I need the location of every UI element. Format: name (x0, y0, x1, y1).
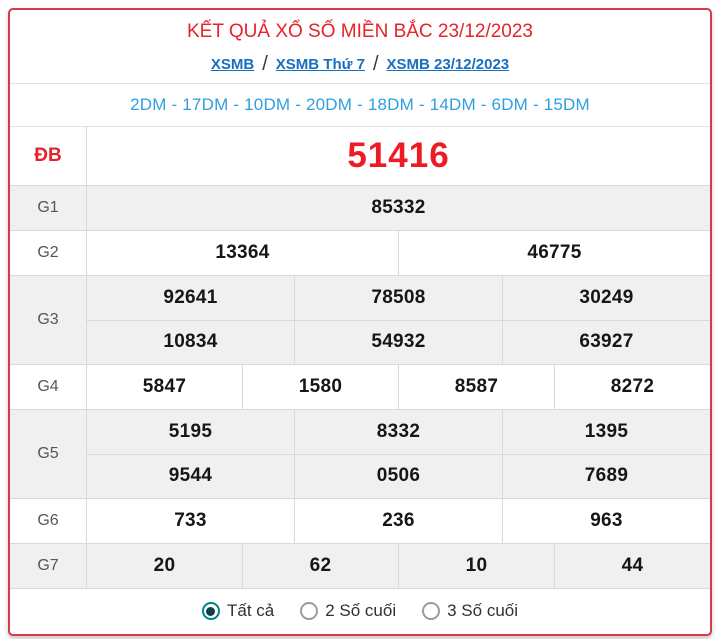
results-table (10, 127, 710, 588)
prize-subrow (87, 320, 710, 364)
header (10, 10, 710, 84)
prize-number: 13364 (215, 241, 270, 263)
prize-number: 10 (465, 554, 488, 576)
prize-cell (87, 455, 294, 498)
prize-cell (242, 544, 398, 588)
prize-cell (294, 321, 502, 364)
prize-cell (502, 410, 710, 454)
prize-number: 0506 (376, 465, 421, 487)
prize-number: 8272 (610, 375, 655, 397)
prize-row-db (10, 127, 710, 186)
prize-cell (87, 127, 710, 185)
prize-cell (502, 499, 710, 543)
prize-values (87, 231, 710, 275)
prize-cell (87, 410, 294, 454)
prize-cell (554, 365, 710, 409)
prize-cell (502, 276, 710, 320)
prize-subrow (87, 499, 710, 543)
breadcrumb-link-xsmb-date[interactable]: XSMB 23/12/2023 (386, 55, 510, 73)
prize-cell (242, 365, 398, 409)
breadcrumb-separator: / (262, 52, 268, 75)
prize-subrow (87, 127, 710, 185)
prize-row-g2 (10, 231, 710, 276)
radio-option-3-so-cuoi[interactable] (422, 601, 518, 621)
breadcrumb (18, 53, 702, 76)
prize-number: 9544 (168, 465, 213, 487)
prize-subrow (87, 544, 710, 588)
prize-number: 78508 (371, 286, 426, 308)
prize-label: G5 (10, 410, 87, 498)
prize-number: 20 (153, 554, 176, 576)
prize-number: 62 (309, 554, 332, 576)
radio-option-label: 2 Số cuối (325, 601, 397, 621)
prize-cell (87, 544, 242, 588)
prize-label: G6 (10, 499, 87, 543)
prize-number: 5847 (142, 375, 187, 397)
breadcrumb-link-xsmb[interactable]: XSMB (210, 55, 255, 73)
prize-number: 44 (621, 554, 644, 576)
display-mode-options (10, 588, 710, 634)
prize-row-g5 (10, 410, 710, 499)
prize-values (87, 186, 710, 230)
prize-cell (502, 321, 710, 364)
radio-icon[interactable] (202, 602, 220, 620)
prize-number: 8587 (454, 375, 499, 397)
prize-values (87, 127, 710, 185)
prize-subrow (87, 454, 710, 498)
prize-number: 54932 (371, 331, 426, 353)
radio-option-label: Tất cả (226, 601, 275, 621)
prize-number: 30249 (579, 286, 634, 308)
prize-cell (87, 499, 294, 543)
prize-cell (87, 276, 294, 320)
prize-number: 8332 (376, 420, 421, 442)
prize-cell (398, 231, 710, 275)
prize-row-g1 (10, 186, 710, 231)
radio-dot (427, 607, 436, 616)
prize-label: G3 (10, 276, 87, 364)
prize-subrow (87, 276, 710, 320)
prize-number: 63927 (579, 331, 634, 353)
prize-cell (87, 186, 710, 230)
breadcrumb-separator: / (372, 52, 379, 75)
prize-label: ĐB (10, 127, 87, 185)
prize-cell (87, 321, 294, 364)
radio-dot (305, 607, 314, 616)
prize-values (87, 499, 710, 543)
prize-subrow (87, 410, 710, 454)
radio-icon[interactable] (300, 602, 318, 620)
prize-cell (398, 544, 554, 588)
prize-cell (398, 365, 554, 409)
prize-cell (294, 410, 502, 454)
page-title: KẾT QUẢ XỔ SỐ MIỀN BẮC 23/12/2023 (186, 21, 534, 42)
prize-number: 733 (174, 509, 207, 531)
prize-number: 963 (590, 509, 623, 531)
radio-option-2-so-cuoi[interactable] (300, 601, 396, 621)
prize-cell (87, 365, 242, 409)
prize-subrow (87, 186, 710, 230)
prize-cell (294, 455, 502, 498)
radio-dot (206, 607, 215, 616)
prize-values (87, 365, 710, 409)
prize-row-g3 (10, 276, 710, 365)
prize-row-g4 (10, 365, 710, 410)
prize-number: 1395 (584, 420, 629, 442)
prize-row-g7 (10, 544, 710, 588)
prize-cell (294, 276, 502, 320)
prize-cell (87, 231, 398, 275)
prize-label: G7 (10, 544, 87, 588)
prize-number: 7689 (584, 465, 629, 487)
radio-option-all[interactable] (202, 601, 274, 621)
prize-number: 46775 (527, 241, 582, 263)
prize-number: 51416 (347, 135, 450, 175)
prize-label: G4 (10, 365, 87, 409)
prize-number: 92641 (163, 286, 218, 308)
prize-cell (502, 455, 710, 498)
prize-number: 5195 (168, 420, 213, 442)
prize-values (87, 276, 710, 364)
prize-number: 10834 (163, 331, 218, 353)
breadcrumb-link-xsmb-thu7[interactable]: XSMB Thứ 7 (275, 55, 365, 73)
prize-row-g6 (10, 499, 710, 544)
prize-values (87, 410, 710, 498)
prize-label: G1 (10, 186, 87, 230)
prize-values (87, 544, 710, 588)
prize-subrow (87, 365, 710, 409)
dm-summary-line: 2DM - 17DM - 10DM - 20DM - 18DM - 14DM - 6DM - 15DM (10, 84, 710, 127)
results-card (8, 8, 712, 636)
prize-subrow (87, 231, 710, 275)
prize-label: G2 (10, 231, 87, 275)
radio-icon[interactable] (422, 602, 440, 620)
prize-number: 1580 (298, 375, 343, 397)
prize-number: 236 (382, 509, 415, 531)
prize-cell (294, 499, 502, 543)
prize-cell (554, 544, 710, 588)
radio-option-label: 3 Số cuối (447, 601, 519, 621)
prize-number: 85332 (371, 196, 426, 218)
